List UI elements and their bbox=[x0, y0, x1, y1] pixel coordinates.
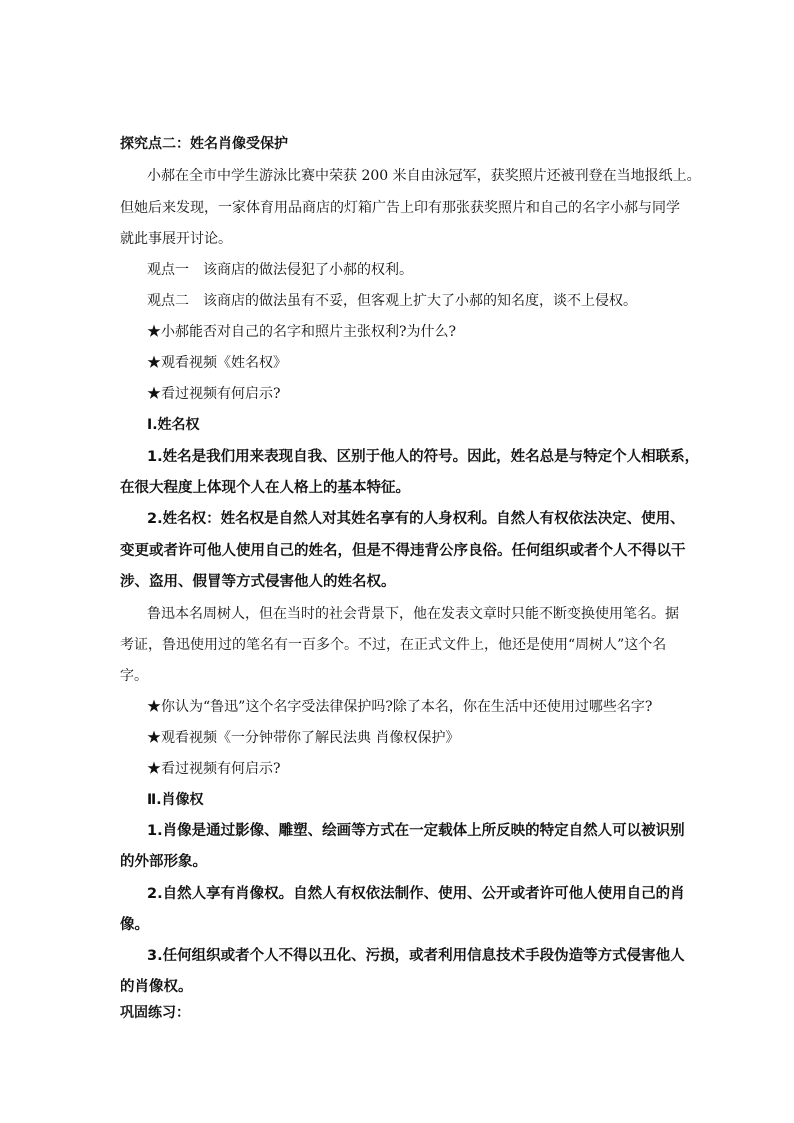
luxun-line-3: 字。 bbox=[120, 668, 148, 684]
portrait-right-p2-line-1: 2.自然人享有肖像权。自然人有权依法制作、使用、公开或者许可他人使用自己的肖 bbox=[147, 886, 685, 902]
viewpoint-2 bbox=[147, 291, 637, 311]
question-watch-portrait-video: ★观看视频《一分钟带你了解民法典 肖像权保护》 bbox=[147, 730, 460, 746]
portrait-right-p2-line-2: 像。 bbox=[120, 917, 149, 933]
portrait-right-p1-line-2: 的外部形象。 bbox=[120, 854, 207, 870]
question-watch-name-video: ★观看视频《姓名权》 bbox=[147, 355, 287, 371]
name-right-p2-line-2: 变更或者许可他人使用自己的姓名，但是不得违背公序良俗。任何组织或者个人不得以干 bbox=[120, 543, 686, 559]
viewpoint-1-label: 观点一 bbox=[147, 262, 189, 278]
viewpoint-2-label: 观点二 bbox=[147, 293, 189, 309]
viewpoint-2-text: 该商店的做法虽有不妥，但客观上扩大了小郝的知名度，谈不上侵权。 bbox=[203, 293, 637, 309]
question-luxun-name: ★你认为“鲁迅”这个名字受法律保护吗?除了本名，你在生活中还使用过哪些名字? bbox=[147, 699, 653, 715]
portrait-right-p3-line-1: 3.任何组织或者个人不得以丑化、污损，或者利用信息技术手段伪造等方式侵害他人 bbox=[147, 948, 685, 964]
name-right-p2-line-1: 2.姓名权：姓名权是自然人对其姓名享有的人身权利。自然人有权依法决定、使用、 bbox=[147, 511, 685, 527]
question-name-claim: ★小郝能否对自己的名字和照片主张权利?为什么? bbox=[147, 324, 457, 340]
portrait-right-p3-line-2: 的肖像权。 bbox=[120, 979, 193, 995]
viewpoint-1-text: 该商店的做法侵犯了小郝的权利。 bbox=[203, 262, 413, 278]
luxun-line-2: 考证，鲁迅使用过的笔名有一百多个。不过，在正式文件上，他还是使用“周树人”这个名 bbox=[120, 637, 667, 653]
luxun-line-1: 鲁迅本名周树人，但在当时的社会背景下，他在发表文章时只能不断变换使用笔名。据 bbox=[147, 606, 679, 622]
name-right-p1-line-1: 1.姓名是我们用来表现自我、区别于他人的符号。因此，姓名总是与特定个人相联系， bbox=[147, 449, 700, 465]
portrait-right-heading: Ⅱ.肖像权 bbox=[147, 792, 204, 808]
story-line-1: 小郝在全市中学生游泳比赛中荣获 200 米自由泳冠军，获奖照片还被刊登在当地报纸上。 bbox=[147, 168, 701, 184]
name-right-p2-line-3: 涉、盗用、假冒等方式侵害他人的姓名权。 bbox=[120, 574, 396, 590]
story-line-2: 但她后来发现，一家体育用品商店的灯箱广告上印有那张获奖照片和自己的名字小郝与同学 bbox=[120, 200, 680, 216]
story-line-3: 就此事展开讨论。 bbox=[120, 231, 232, 247]
name-right-p1-line-2: 在很大程度上体现个人在人格上的基本特征。 bbox=[120, 480, 410, 496]
question-portrait-video-insight: ★看过视频有何启示? bbox=[147, 761, 281, 777]
portrait-right-p1-line-1: 1.肖像是通过影像、雕塑、绘画等方式在一定载体上所反映的特定自然人可以被识别 bbox=[147, 823, 685, 839]
section-title: 探究点二：姓名肖像受保护 bbox=[120, 136, 288, 152]
practice-title: 巩固练习： bbox=[120, 1005, 190, 1021]
viewpoint-1 bbox=[147, 260, 413, 280]
name-right-heading: Ⅰ.姓名权 bbox=[147, 417, 200, 433]
question-name-video-insight: ★看过视频有何启示? bbox=[147, 386, 281, 402]
